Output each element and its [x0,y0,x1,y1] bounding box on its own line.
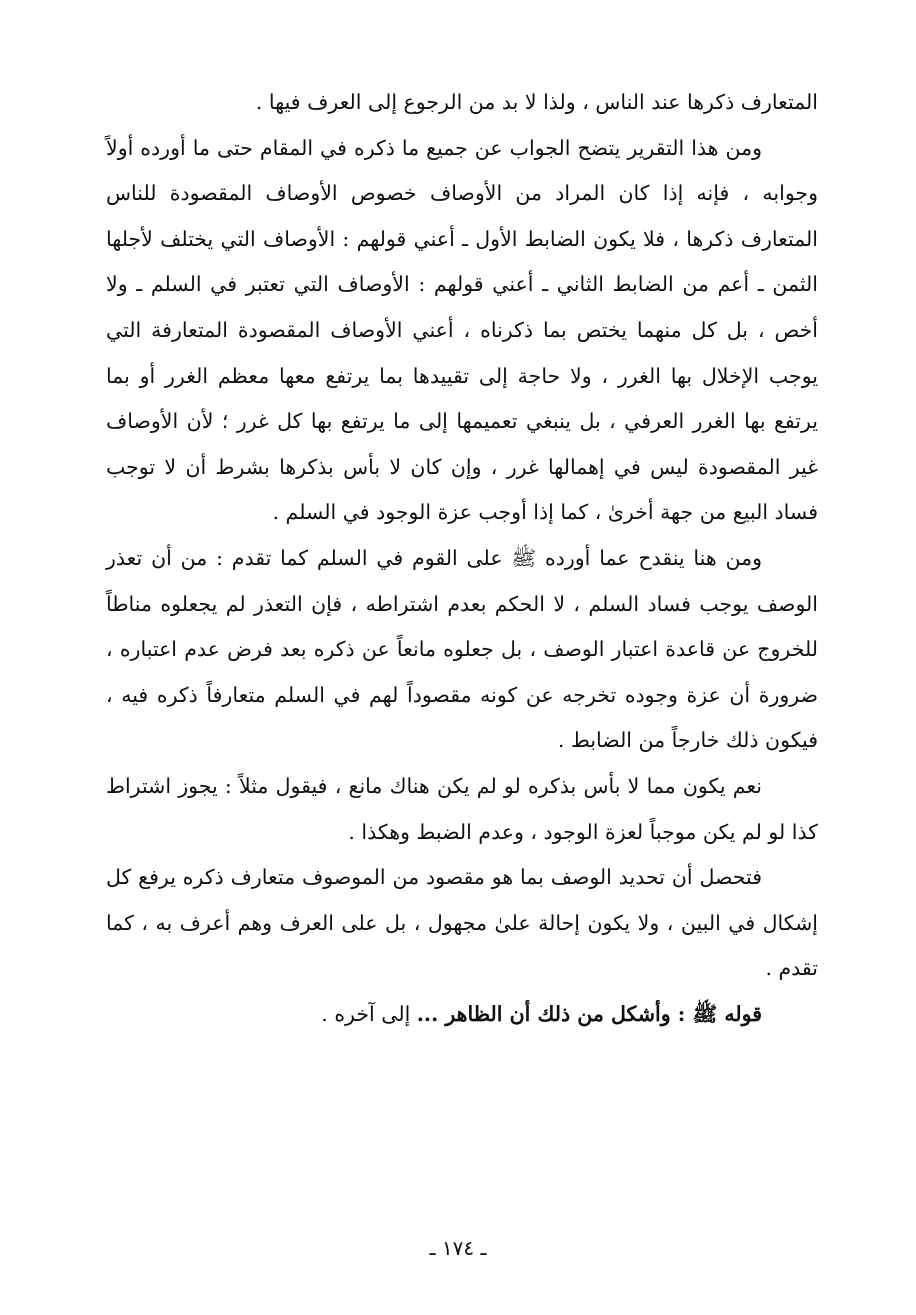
paragraph-4: نعم يكون مما لا بأس بذكره لو لم يكن هناك مانع ، فيقول مثلاً : يجوز اشتراط كذا لو لم يكن موجباً لعزة الوجود ، وعدم الضبط وهكذا . [106,773,818,844]
paragraph-3: ومن هنا ينقدح عما أورده ﷺ على القوم في السلم كما تقدم : من أن تعذر الوصف يوجب فساد السلم ، لا الحكم بعدم اشتراطه ، فإن التعذر لم يجعلوه مناطاً للخروج عن قاعدة اعتبار الوصف ، بل جعلوه مانعاً عن ذكره بعد فرض عدم اعتباره ، ضرورة أن عزة وجوده تخرجه عن كونه مقصوداً لهم في السلم متعارفاً ذكره فيه ، فيكون ذلك خارجاً من الضابط . [106,545,818,753]
heading-rest: إلى آخره . [321,1001,417,1026]
commentary-heading [106,992,818,1038]
heading-bold: قوله ﷺ : وأشكل من ذلك أن الظاهر ... [416,1001,762,1026]
paragraph-2: ومن هذا التقرير يتضح الجواب عن جميع ما ذكره في المقام حتى ما أورده أولاً وجوابه ، فإنه إذا كان المراد من الأوصاف خصوص الأوصاف المقصودة للناس المتعارف ذكرها ، فلا يكون الضابط الأول ـ أعني قولهم : الأوصاف التي يختلف لأجلها الثمن ـ أعم من الضابط الثاني ـ أعني قولهم : الأوصاف التي تعتبر في السلم ـ ولا أخص ، بل كل منهما يختص بما ذكرناه ، أعني الأوصاف المقصودة المتعارفة التي يوجب الإخلال بها الغرر ، ولا حاجة إلى تقييدها بما يرتفع معها معظم الغرر أو بما يرتفع بها الغرر العرفي ، بل ينبغي تعميمها إلى ما يرتفع بها كل غرر ؛ لأن الأوصاف غير المقصودة ليس في إهمالها غرر ، وإن كان لا بأس بذكرها بشرط أن لا توجب فساد البيع من جهة أخرىٰ ، كما إذا أوجب عزة الوجود في السلم . [106,135,818,525]
paragraph-5: فتحصل أن تحديد الوصف بما هو مقصود من الموصوف متعارف ذكره يرفع كل إشكال في البين ، ولا يكون إحالة علىٰ مجهول ، بل على العرف وهم أعرف به ، كما تقدم . [106,865,818,981]
paragraph-1: المتعارف ذكرها عند الناس ، ولذا لا بد من الرجوع إلى العرف فيها . [255,90,818,114]
body-text [106,80,818,1037]
page-number: ـ ١٧٤ ـ [429,1236,487,1260]
